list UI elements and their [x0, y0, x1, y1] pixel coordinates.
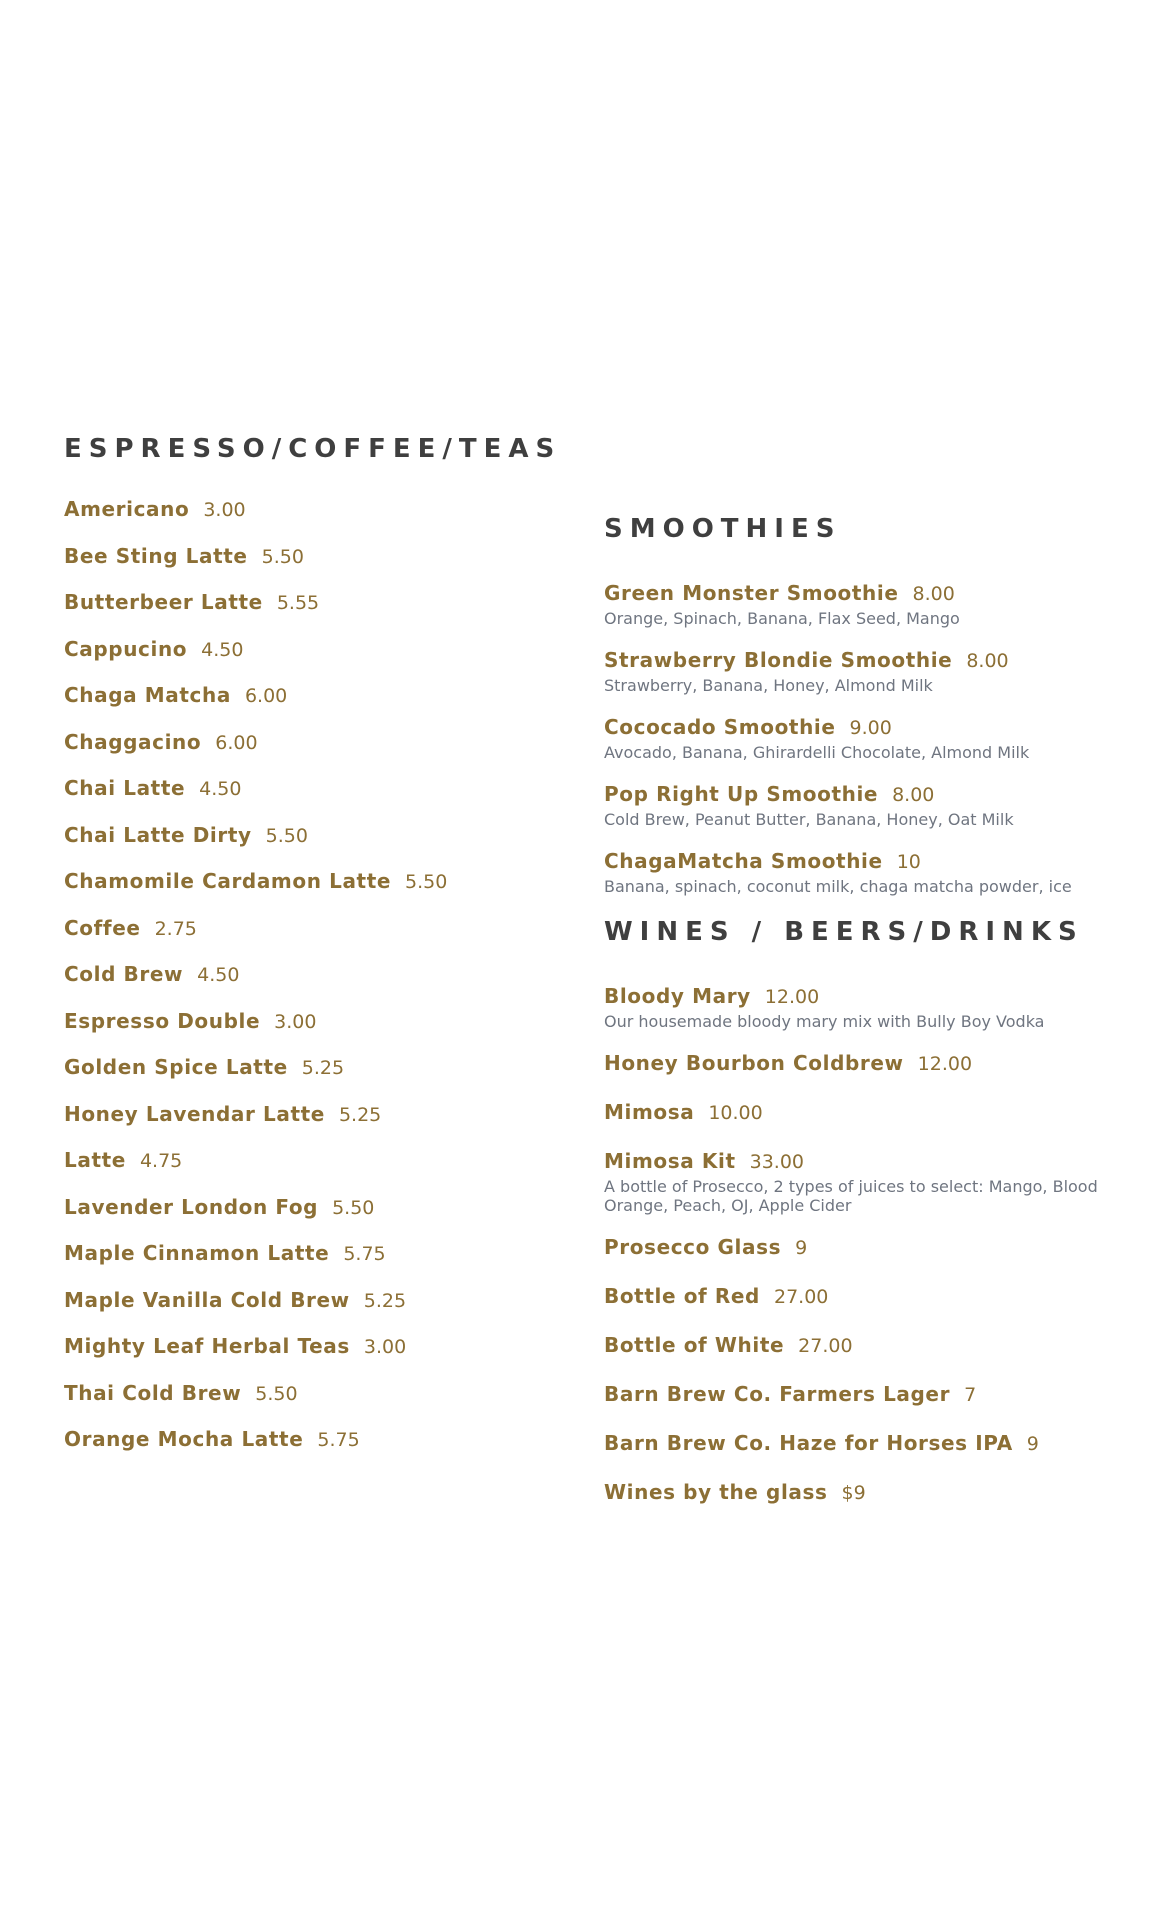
item-price: 5.25: [363, 1289, 407, 1312]
item-name: Honey Bourbon Coldbrew: [604, 1051, 904, 1075]
item-name: Golden Spice Latte: [64, 1055, 288, 1079]
item-price: 9.00: [849, 717, 892, 739]
menu-item: [604, 647, 1144, 695]
item-name: Bloody Mary: [604, 984, 751, 1008]
item-name: Americano: [64, 497, 190, 521]
item-price: 3.00: [363, 1336, 407, 1358]
smoothies-list: [604, 580, 1144, 896]
item-price: 10: [896, 851, 921, 873]
item-price: $9: [841, 1482, 866, 1504]
item-price: 8.00: [892, 784, 935, 806]
item-name: Strawberry Blondie Smoothie: [604, 648, 953, 672]
item-name: Maple Vanilla Cold Brew: [64, 1287, 350, 1312]
menu-item: [604, 781, 1144, 829]
item-name: Bottle of Red: [604, 1284, 760, 1308]
menu-item: [64, 1147, 564, 1194]
section-title-espresso: ESPRESSO/COFFEE/TEAS: [64, 434, 562, 464]
menu-item: [604, 1099, 1144, 1128]
section-title-wines: WINES / BEERS/DRINKS: [604, 917, 1084, 947]
menu-item: [604, 1332, 1144, 1361]
item-price: 4.50: [197, 964, 240, 986]
item-price: 4.75: [139, 1150, 183, 1172]
menu-item: [604, 848, 1144, 896]
item-price: 27.00: [773, 1286, 829, 1308]
item-name: Barn Brew Co. Farmers Lager: [604, 1382, 951, 1406]
item-name: Cococado Smoothie: [604, 715, 836, 739]
item-name: Wines by the glass: [604, 1480, 828, 1504]
item-name: Cappucino: [64, 636, 188, 661]
menu-item: [64, 868, 564, 915]
menu-item: [604, 1381, 1144, 1410]
item-name: Chaga Matcha: [64, 683, 231, 707]
item-price: 4.50: [199, 778, 242, 800]
item-price: 10.00: [708, 1102, 763, 1124]
menu-item: [604, 1430, 1144, 1459]
item-price: 6.00: [244, 685, 288, 707]
item-price: 5.75: [317, 1429, 360, 1451]
menu-item: [64, 822, 564, 869]
espresso-section: [64, 432, 564, 1473]
item-name: Chamomile Cardamon Latte: [64, 869, 392, 893]
menu-item: [64, 1054, 564, 1101]
menu-item: [64, 589, 564, 636]
item-name: Honey Lavendar Latte: [64, 1101, 325, 1126]
item-price: 12.00: [917, 1053, 973, 1075]
item-description: Banana, spinach, coconut milk, chaga matcha powder, ice: [604, 877, 1072, 896]
menu-item: [64, 775, 564, 822]
item-price: 5.55: [276, 592, 320, 614]
item-price: 5.75: [343, 1243, 386, 1265]
item-description: Avocado, Banana, Ghirardelli Chocolate, Almond Milk: [604, 743, 1030, 762]
wines-list: [604, 983, 1144, 1508]
item-name: Pop Right Up Smoothie: [604, 782, 879, 806]
item-price: 2.75: [154, 917, 197, 940]
item-price: 3.00: [274, 1010, 317, 1033]
item-name: Mimosa Kit: [604, 1149, 736, 1173]
item-name: Bee Sting Latte: [64, 543, 248, 568]
item-name: Maple Cinnamon Latte: [64, 1241, 330, 1265]
item-description: Cold Brew, Peanut Butter, Banana, Honey, Oat Milk: [604, 810, 1014, 829]
item-name: Lavender London Fog: [64, 1194, 319, 1219]
item-name: Chai Latte: [64, 776, 186, 800]
item-price: 5.50: [332, 1196, 375, 1219]
menu-item: [64, 1101, 564, 1148]
menu-item: [64, 1380, 564, 1427]
item-price: 33.00: [749, 1151, 805, 1173]
menu-item: [64, 1008, 564, 1055]
menu-item: [604, 1050, 1144, 1079]
menu-item: [64, 682, 564, 729]
item-price: 5.25: [301, 1057, 345, 1079]
espresso-list: [64, 496, 564, 1473]
item-name: Barn Brew Co. Haze for Horses IPA: [604, 1431, 1013, 1455]
menu-item: [64, 961, 564, 1008]
right-column: [604, 512, 1144, 1528]
item-name: Prosecco Glass: [604, 1235, 782, 1259]
menu-item: [64, 915, 564, 962]
item-name: Mimosa: [604, 1100, 695, 1124]
item-name: ChagaMatcha Smoothie: [604, 849, 883, 873]
menu-item: [604, 714, 1144, 762]
item-price: 5.50: [261, 545, 304, 568]
item-price: 8.00: [912, 583, 955, 605]
item-description: A bottle of Prosecco, 2 types of juices to select: Mango, Blood Orange, Peach, OJ, Apple Cider: [604, 1177, 1098, 1215]
item-name: Mighty Leaf Herbal Teas: [64, 1334, 350, 1358]
menu-item: [64, 1287, 564, 1334]
menu-item: [64, 1194, 564, 1241]
item-price: 3.00: [203, 499, 246, 521]
menu-item: [64, 496, 564, 543]
item-description: Orange, Spinach, Banana, Flax Seed, Mango: [604, 609, 960, 628]
menu-item: [604, 1283, 1144, 1312]
item-price: 9: [1026, 1433, 1039, 1455]
item-description: Our housemade bloody mary mix with Bully Boy Vodka: [604, 1012, 1045, 1031]
item-name: Latte: [64, 1148, 126, 1172]
item-description: Strawberry, Banana, Honey, Almond Milk: [604, 676, 933, 695]
item-name: Chai Latte Dirty: [64, 822, 252, 847]
menu-item: [604, 983, 1144, 1031]
section-title-smoothies: SMOOTHIES: [604, 514, 842, 544]
menu-item: [604, 1148, 1144, 1215]
item-name: Green Monster Smoothie: [604, 581, 899, 605]
item-name: Butterbeer Latte: [64, 590, 263, 614]
item-price: 5.50: [265, 824, 308, 847]
menu-item: [64, 729, 564, 776]
item-price: 12.00: [764, 986, 820, 1008]
menu-item: [604, 1234, 1144, 1263]
item-price: 5.50: [255, 1382, 298, 1405]
item-name: Chaggacino: [64, 729, 202, 754]
item-price: 5.25: [338, 1103, 382, 1126]
item-price: 8.00: [966, 650, 1009, 672]
item-price: 7: [964, 1384, 977, 1406]
menu-item: [64, 543, 564, 590]
menu-item: [604, 1479, 1144, 1508]
menu-item: [604, 580, 1144, 628]
item-name: Cold Brew: [64, 962, 184, 986]
item-price: 9: [795, 1237, 808, 1259]
menu-item: [64, 1426, 564, 1473]
menu-item: [64, 636, 564, 683]
menu-item: [64, 1333, 564, 1380]
item-price: 27.00: [798, 1335, 853, 1357]
item-name: Thai Cold Brew: [64, 1380, 242, 1405]
menu-item: [64, 1240, 564, 1287]
item-name: Orange Mocha Latte: [64, 1427, 304, 1451]
item-name: Espresso Double: [64, 1008, 261, 1033]
item-price: 4.50: [201, 638, 244, 661]
item-name: Coffee: [64, 915, 141, 940]
item-name: Bottle of White: [604, 1333, 785, 1357]
item-price: 5.50: [405, 871, 448, 893]
item-price: 6.00: [215, 731, 258, 754]
